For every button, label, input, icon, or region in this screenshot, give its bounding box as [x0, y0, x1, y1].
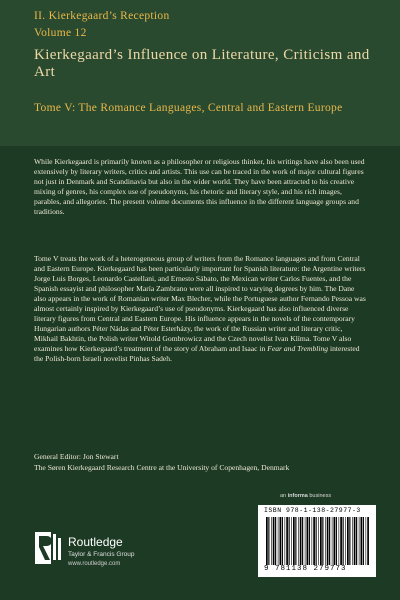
barcode-bar	[327, 517, 329, 565]
barcode-graphic	[264, 517, 370, 565]
barcode-bar	[361, 517, 363, 565]
barcode-bar	[343, 517, 344, 565]
barcode-bar	[366, 517, 367, 565]
barcode-bar	[334, 517, 336, 565]
book-title: Kierkegaard’s Influence on Literature, Criticism and Art	[34, 47, 370, 80]
volume-label: Volume 12	[34, 27, 87, 39]
barcode-bar	[313, 517, 315, 565]
barcode-bar	[300, 517, 302, 565]
barcode-bar	[305, 517, 306, 565]
barcode-bar	[271, 517, 272, 565]
barcode-bar	[349, 517, 350, 565]
paragraph-2-text-a: Tome V treats the work of a heterogeneous group of writers from the Romance languages and from Central and Eastern Europe. Kierkegaard has been particularly important for Spanish literature: the Argentine writers Jorge Luis Borges, Leonardo Castellani, and Ernesto Sábato, the Mexican writer Carlos Fuentes, and the Spanish essayist and philosopher María Zambrano were all inspired to varying degrees by him. The Dane also appears in the work of Romanian writer Max Blecher, while the Portuguese author Fernando Pessoa was almost certainly inspired by Kierkegaard’s use of pseudonyms. Kierkegaard has also influenced diverse literary figures from Central and Eastern Europe. His influence appears in the novels of the contemporary Hungarian authors Péter Nádas and Péter Esterházy, the work of the Russian writer and literary critic, Mikhail Bakhtin, the Polish writer Witold Gombrowicz and the Czech novelist Ivan Klíma. Tome V also examines how Kierkegaard’s treatment of the story of Abraham and Isaac in	[34, 254, 366, 353]
barcode-bar	[329, 517, 330, 565]
book-subtitle: Tome V: The Romance Languages, Central and Eastern Europe	[34, 102, 343, 114]
general-editor: General Editor: Jon Stewart	[34, 452, 119, 461]
informa-suffix: business	[307, 493, 332, 499]
barcode-bar	[268, 517, 269, 565]
isbn-barcode	[258, 505, 376, 577]
description-paragraph-2	[34, 254, 368, 364]
barcode-bar	[307, 517, 309, 565]
barcode-bar	[298, 517, 299, 565]
barcode-digits: 9 781138 279773	[264, 565, 347, 573]
publisher-name: Routledge	[68, 535, 123, 549]
barcode-bar	[295, 517, 296, 565]
routledge-logo-icon	[34, 530, 64, 566]
barcode-bar	[347, 517, 349, 565]
barcode-bar	[273, 517, 275, 565]
barcode-bar	[289, 517, 290, 565]
barcode-bar	[325, 517, 326, 565]
barcode-bar	[363, 517, 364, 565]
barcode-bar	[293, 517, 295, 565]
barcode-bar	[286, 517, 288, 565]
barcode-bar	[309, 517, 310, 565]
barcode-bar	[354, 517, 356, 565]
informa-prefix: an	[280, 493, 288, 499]
description-paragraph-1: While Kierkegaard is primarily known as a philosopher or religious thinker, his writings have also been used extensively by literary writers, critics and artists. This use can be traced in the work of major cultural figures not just in Denmark and Scandinavia but also in the wider world. They have been attracted to his creative mixing of genres, his complex use of pseudonyms, his rhetoric and literary style, and his rich images, parables, and allegories. The present volume documents this influence in the different language groups and traditions.	[34, 157, 365, 216]
barcode-bar	[318, 517, 319, 565]
isbn-number: ISBN 978-1-138-27977-3	[264, 507, 361, 514]
italic-book-title: Fear and Trembling	[267, 344, 329, 353]
barcode-bar	[340, 517, 342, 565]
barcode-bar	[280, 517, 282, 565]
informa-business-label	[280, 493, 331, 499]
series-label: II. Kierkegaard’s Reception	[34, 10, 170, 22]
publisher-url: www.routledge.com	[68, 561, 121, 567]
publisher-tagline: Taylor & Francis Group	[68, 551, 135, 558]
barcode-bar	[336, 517, 337, 565]
barcode-bar	[291, 517, 292, 565]
barcode-bar	[316, 517, 317, 565]
barcode-bar	[275, 517, 276, 565]
informa-brand: informa	[287, 493, 308, 499]
barcode-bar	[322, 517, 323, 565]
research-centre: The Søren Kierkegaard Research Centre at the University of Copenhagen, Denmark	[34, 463, 290, 472]
barcode-bar	[356, 517, 357, 565]
paragraph-2-text-b: interested the Polish-born Israeli novelist Pinhas Sadeh.	[34, 344, 360, 363]
barcode-bar	[339, 517, 340, 565]
barcode-bar	[345, 517, 346, 565]
barcode-bar	[312, 517, 313, 565]
barcode-bar	[352, 517, 353, 565]
barcode-bar	[302, 517, 303, 565]
barcode-bar	[367, 517, 369, 565]
barcode-bar	[282, 517, 283, 565]
barcode-bar	[285, 517, 286, 565]
barcode-bar	[320, 517, 322, 565]
barcode-bar	[359, 517, 360, 565]
barcode-bar	[332, 517, 333, 565]
barcode-bar	[278, 517, 279, 565]
barcode-bar	[266, 517, 268, 565]
